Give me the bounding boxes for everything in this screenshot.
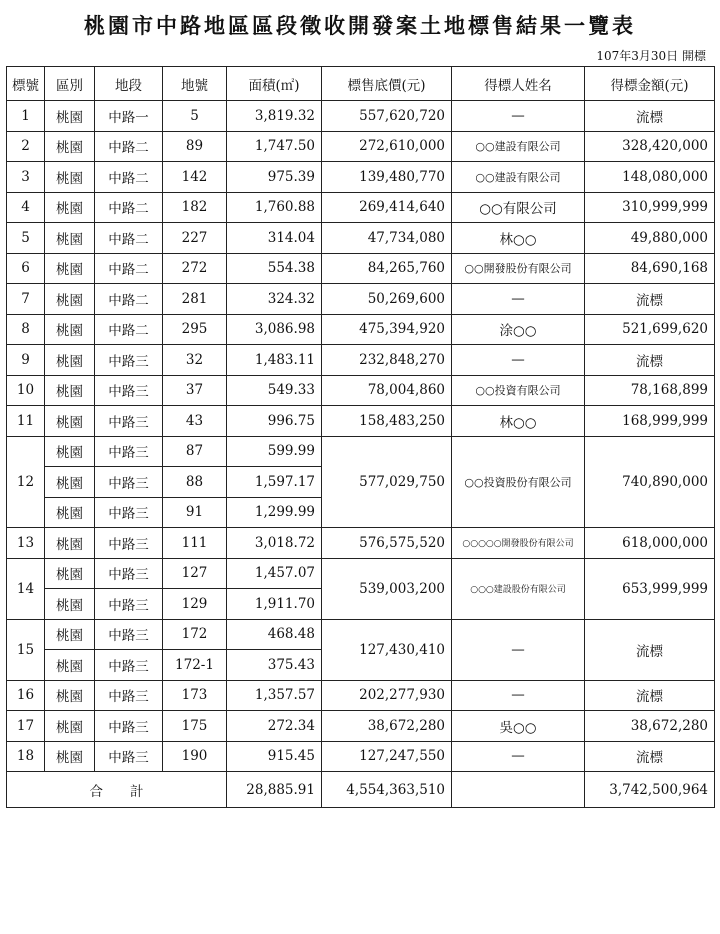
base-price-cell: 576,575,520 [322,528,452,559]
base-price-cell: 84,265,760 [322,253,452,284]
district-cell: 桃園 [45,162,95,193]
lot-number: 15 [7,619,45,680]
section-cell: 中路三 [95,741,163,772]
section-cell: 中路二 [95,131,163,162]
district-cell: 桃園 [45,741,95,772]
lot-number: 10 [7,375,45,406]
lot-number: 9 [7,345,45,376]
base-price-cell: 577,029,750 [322,436,452,528]
area-cell: 1,457.07 [227,558,322,589]
base-price-cell: 557,620,720 [322,101,452,132]
document-title: 桃園市中路地區區段徵收開發案土地標售結果一覽表 [84,13,636,38]
section-cell: 中路三 [95,345,163,376]
header-winner: 得標人姓名 [452,67,585,101]
amount-cell: 168,999,999 [585,406,715,437]
district-cell: 桃園 [45,558,95,589]
district-cell: 桃園 [45,650,95,681]
table-row [7,253,715,284]
winner-cell: ○○建設有限公司 [452,162,585,193]
parcel-cell: 281 [163,284,227,315]
base-price-cell: 202,277,930 [322,680,452,711]
section-cell: 中路二 [95,253,163,284]
header-lot: 標號 [7,67,45,101]
lot-number: 14 [7,558,45,619]
parcel-cell: 89 [163,131,227,162]
winner-cell: — [452,741,585,772]
district-cell: 桃園 [45,314,95,345]
district-cell: 桃園 [45,192,95,223]
table-row [7,619,715,650]
base-price-cell: 475,394,920 [322,314,452,345]
total-base-price: 4,554,363,510 [322,772,452,808]
bid-date: 107年3月30日 開標 [596,49,706,63]
results-table [6,66,715,808]
area-cell: 3,018.72 [227,528,322,559]
table-row [7,345,715,376]
parcel-cell: 175 [163,711,227,742]
table-row [7,284,715,315]
parcel-cell: 172 [163,619,227,650]
lot-number: 12 [7,436,45,528]
lot-number: 5 [7,223,45,254]
area-cell: 915.45 [227,741,322,772]
table-row [7,558,715,589]
parcel-cell: 142 [163,162,227,193]
lot-number: 11 [7,406,45,437]
amount-cell: 流標 [585,741,715,772]
section-cell: 中路二 [95,192,163,223]
section-cell: 中路二 [95,162,163,193]
parcel-cell: 182 [163,192,227,223]
base-price-cell: 272,610,000 [322,131,452,162]
lot-number: 4 [7,192,45,223]
base-price-cell: 50,269,600 [322,284,452,315]
amount-cell: 流標 [585,345,715,376]
table-row [7,406,715,437]
parcel-cell: 173 [163,680,227,711]
amount-cell: 流標 [585,101,715,132]
total-amount: 3,742,500,964 [585,772,715,808]
amount-cell: 流標 [585,284,715,315]
district-cell: 桃園 [45,436,95,467]
base-price-cell: 78,004,860 [322,375,452,406]
base-price-cell: 539,003,200 [322,558,452,619]
section-cell: 中路一 [95,101,163,132]
amount-cell: 310,999,999 [585,192,715,223]
winner-cell: ○○投資股份有限公司 [452,436,585,528]
area-cell: 1,357.57 [227,680,322,711]
amount-cell: 148,080,000 [585,162,715,193]
winner-cell: ○○有限公司 [452,192,585,223]
district-cell: 桃園 [45,253,95,284]
parcel-cell: 111 [163,528,227,559]
area-cell: 1,760.88 [227,192,322,223]
area-cell: 1,911.70 [227,589,322,620]
header-amount: 得標金額(元) [585,67,715,101]
amount-cell: 84,690,168 [585,253,715,284]
parcel-cell: 87 [163,436,227,467]
base-price-cell: 47,734,080 [322,223,452,254]
winner-cell: ○○投資有限公司 [452,375,585,406]
parcel-cell: 295 [163,314,227,345]
area-cell: 1,483.11 [227,345,322,376]
base-price-cell: 127,247,550 [322,741,452,772]
header-area: 面積(㎡) [227,67,322,101]
winner-cell: ○○建設有限公司 [452,131,585,162]
winner-cell: ○○開發股份有限公司 [452,253,585,284]
lot-number: 6 [7,253,45,284]
section-cell: 中路三 [95,680,163,711]
area-cell: 554.38 [227,253,322,284]
district-cell: 桃園 [45,223,95,254]
lot-number: 17 [7,711,45,742]
section-cell: 中路三 [95,375,163,406]
lot-number: 3 [7,162,45,193]
winner-cell: 吳○○ [452,711,585,742]
lot-number: 2 [7,131,45,162]
district-cell: 桃園 [45,467,95,498]
table-row [7,192,715,223]
winner-cell: — [452,345,585,376]
parcel-cell: 43 [163,406,227,437]
table-row [7,680,715,711]
section-cell: 中路三 [95,558,163,589]
base-price-cell: 127,430,410 [322,619,452,680]
amount-cell: 328,420,000 [585,131,715,162]
header-row [7,67,715,101]
total-area: 28,885.91 [227,772,322,808]
table-row [7,528,715,559]
area-cell: 3,819.32 [227,101,322,132]
section-cell: 中路三 [95,497,163,528]
area-cell: 599.99 [227,436,322,467]
area-cell: 1,747.50 [227,131,322,162]
parcel-cell: 172-1 [163,650,227,681]
area-cell: 1,597.17 [227,467,322,498]
table-row [7,223,715,254]
lot-number: 18 [7,741,45,772]
total-label: 合 計 [7,772,227,808]
parcel-cell: 129 [163,589,227,620]
section-cell: 中路二 [95,284,163,315]
lot-number: 7 [7,284,45,315]
winner-cell: ○○○○○開發股份有限公司 [452,528,585,559]
table-row [7,711,715,742]
section-cell: 中路三 [95,589,163,620]
winner-cell: — [452,680,585,711]
table-row [7,436,715,467]
amount-cell: 653,999,999 [585,558,715,619]
parcel-cell: 32 [163,345,227,376]
base-price-cell: 232,848,270 [322,345,452,376]
amount-cell: 618,000,000 [585,528,715,559]
area-cell: 1,299.99 [227,497,322,528]
section-cell: 中路三 [95,436,163,467]
area-cell: 975.39 [227,162,322,193]
winner-cell: 涂○○ [452,314,585,345]
lot-number: 13 [7,528,45,559]
table-row [7,162,715,193]
parcel-cell: 88 [163,467,227,498]
table-row [7,101,715,132]
area-cell: 324.32 [227,284,322,315]
section-cell: 中路三 [95,406,163,437]
winner-cell: — [452,101,585,132]
section-cell: 中路三 [95,650,163,681]
amount-cell: 38,672,280 [585,711,715,742]
area-cell: 3,086.98 [227,314,322,345]
district-cell: 桃園 [45,406,95,437]
district-cell: 桃園 [45,680,95,711]
district-cell: 桃園 [45,345,95,376]
amount-cell: 流標 [585,619,715,680]
amount-cell: 740,890,000 [585,436,715,528]
parcel-cell: 227 [163,223,227,254]
base-price-cell: 269,414,640 [322,192,452,223]
section-cell: 中路二 [95,314,163,345]
winner-cell: — [452,284,585,315]
table-row [7,375,715,406]
parcel-cell: 37 [163,375,227,406]
area-cell: 468.48 [227,619,322,650]
section-cell: 中路三 [95,528,163,559]
amount-cell: 流標 [585,680,715,711]
header-parcel: 地號 [163,67,227,101]
base-price-cell: 158,483,250 [322,406,452,437]
base-price-cell: 139,480,770 [322,162,452,193]
winner-cell: — [452,619,585,680]
area-cell: 272.34 [227,711,322,742]
winner-cell: 林○○ [452,406,585,437]
area-cell: 375.43 [227,650,322,681]
district-cell: 桃園 [45,497,95,528]
table-row [7,741,715,772]
section-cell: 中路三 [95,619,163,650]
parcel-cell: 127 [163,558,227,589]
lot-number: 8 [7,314,45,345]
parcel-cell: 190 [163,741,227,772]
district-cell: 桃園 [45,619,95,650]
parcel-cell: 5 [163,101,227,132]
area-cell: 314.04 [227,223,322,254]
district-cell: 桃園 [45,589,95,620]
amount-cell: 78,168,899 [585,375,715,406]
lot-number: 1 [7,101,45,132]
district-cell: 桃園 [45,528,95,559]
table-body [7,101,715,772]
parcel-cell: 91 [163,497,227,528]
district-cell: 桃園 [45,131,95,162]
parcel-cell: 272 [163,253,227,284]
district-cell: 桃園 [45,711,95,742]
lot-number: 16 [7,680,45,711]
area-cell: 549.33 [227,375,322,406]
header-district: 區別 [45,67,95,101]
header-section: 地段 [95,67,163,101]
table-row [7,131,715,162]
section-cell: 中路三 [95,711,163,742]
section-cell: 中路三 [95,467,163,498]
total-row [7,772,715,808]
winner-cell: 林○○ [452,223,585,254]
amount-cell: 521,699,620 [585,314,715,345]
area-cell: 996.75 [227,406,322,437]
total-winner-empty [452,772,585,808]
district-cell: 桃園 [45,101,95,132]
district-cell: 桃園 [45,375,95,406]
header-base-price: 標售底價(元) [322,67,452,101]
table-row [7,314,715,345]
section-cell: 中路二 [95,223,163,254]
amount-cell: 49,880,000 [585,223,715,254]
district-cell: 桃園 [45,284,95,315]
base-price-cell: 38,672,280 [322,711,452,742]
winner-cell: ○○○建設股份有限公司 [452,558,585,619]
